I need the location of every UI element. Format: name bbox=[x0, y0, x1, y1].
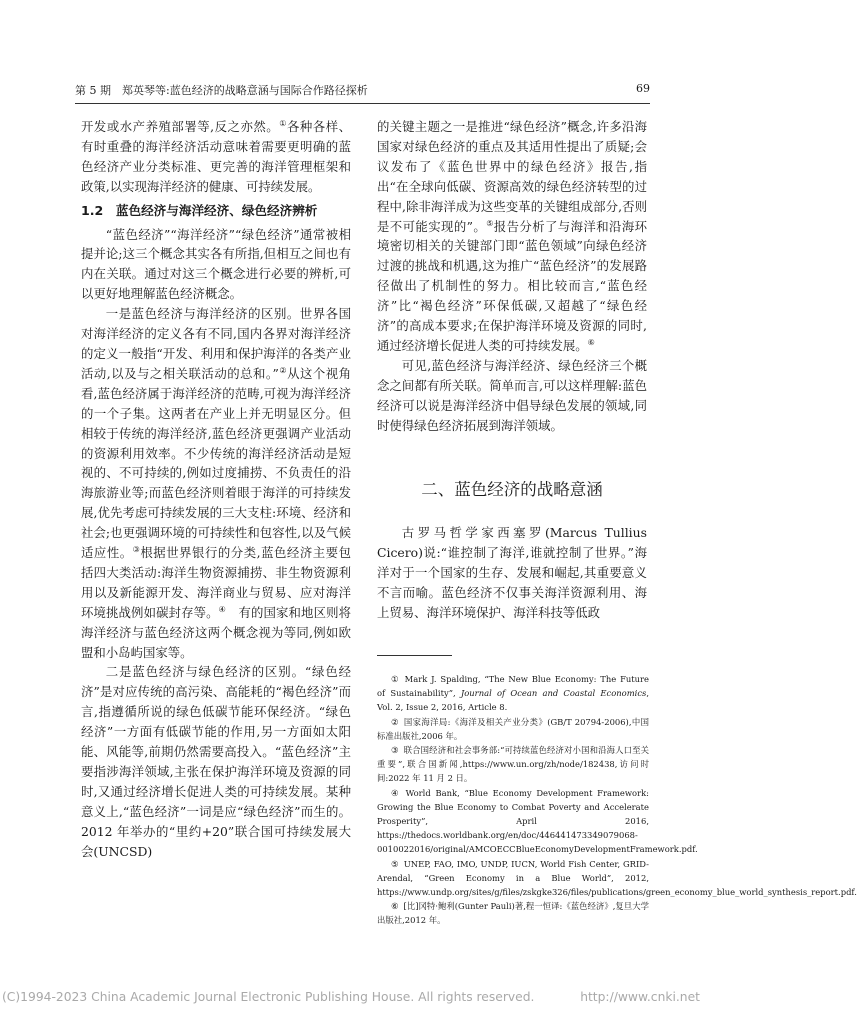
text-run: 从这个视角看,蓝色经济属于海洋经济的范畴,可视为海洋经济的一个子集。这两者在产业上并无明显区分。但相较于传统的海洋经济,蓝色经济更强调产业活动的资源利用效率。不少传统的海洋经济活动是短视的、不可持续的,例如过度捕捞、不负责任的沿海旅游业等;而蓝色经济则着眼于海洋的可持续发展,优先考虑可持续发展的三大支柱:环境、经济和社会;也更强调环境的可持续性和包容性,以及气候适应性。 bbox=[81, 365, 352, 561]
running-header-title: 第 5 期 郑英琴等:蓝色经济的战略意涵与国际合作路径探析 bbox=[75, 84, 368, 97]
text-run: 各种各样、有时重叠的海洋经济活动意味着需要更明确的蓝色经济产业分类标准、更完善的海洋管理框架和政策,以实现海洋经济的健康、可持续发展。 bbox=[81, 119, 351, 194]
text-run: 开发或水产养殖部署等,反之亦然。 bbox=[81, 119, 280, 134]
footnote-ref[interactable]: ④ bbox=[218, 604, 226, 614]
footnote bbox=[377, 899, 649, 927]
paragraph: 古罗马哲学家西塞罗(Marcus Tullius Cicero)说:“谁控制了海洋,谁就控制了世界。”海洋对于一个国家的生存、发展和崛起,其重要意义不言而喻。蓝色经济不仅事关海洋资源利用、海上贸易、海洋环境保护、海洋科技等低政 bbox=[377, 525, 647, 621]
footnote-number: ⑤ bbox=[391, 858, 399, 869]
right-column bbox=[377, 117, 647, 623]
footnote bbox=[377, 743, 649, 786]
footnote-ref[interactable]: ② bbox=[278, 365, 288, 375]
footnote-text: 联合国经济和社会事务部:“可持续蓝色经济对小国和沿海人口至关重要”,联合国新闻,https://www.un.org/zh/node/182438,访问时间:2022 年 11 月 2 日。 bbox=[377, 745, 649, 784]
footnote-ref[interactable]: ⑤ bbox=[486, 218, 494, 228]
left-column bbox=[81, 117, 351, 862]
text-run: 一是蓝色经济与海洋经济的区别。世界各国对海洋经济的定义各有不同,国内各界对海洋经济的定义一般指“开发、利用和保护海洋的各类产业活动,以及与之相关联活动的总和。” bbox=[81, 306, 351, 381]
footnotes bbox=[377, 672, 857, 928]
paragraph: 二是蓝色经济与绿色经济的区别。“绿色经济”是对应传统的高污染、高能耗的“褐色经济”而言,指遵循所说的绿色低碳节能环保经济。“绿色经济”一方面有低碳节能的作用,另一方面如太阳能、风能等,前期仍然需要高投入。“蓝色经济”主要指涉海洋领域,主张在保护海洋环境及资源的同时,又通过经济增长促进人类的可持续发展。某种意义上,“蓝色经济”一词是应“绿色经济”而生的。2012 年举办的“里约+20”联合国可持续发展大会(UNCSD) bbox=[81, 664, 351, 859]
paragraph bbox=[81, 304, 351, 662]
footnote-text: , Vol. 2, Issue 2, 2016, Article 8. bbox=[377, 688, 649, 713]
copyright-watermark bbox=[2, 990, 722, 1004]
paragraph: 可见,蓝色经济与海洋经济、绿色经济三个概念之间都有所关联。简单而言,可以这样理解:蓝色经济可以说是海洋经济中倡导绿色发展的领域,同时使得绿色经济拓展到海洋领域。 bbox=[377, 357, 647, 433]
page-number: 69 bbox=[636, 82, 650, 95]
footnote-text: World Bank, “Blue Economy Development Framework: Growing the Blue Economy to Combat Poverty and Accelerate Prosperity”, April 2016, https://thedocs.worldbank.org/en/doc/446441473349079068-0010022016/original/AMCOECCBlueEconomyDevelopmentFramework.pdf. bbox=[377, 787, 698, 855]
footnote-ref[interactable]: ① bbox=[279, 118, 287, 128]
footnote-number: ② bbox=[391, 716, 399, 727]
footnote-ref[interactable]: ⑥ bbox=[587, 337, 595, 347]
footnote-number: ③ bbox=[391, 745, 399, 756]
footnote-number: ④ bbox=[391, 787, 401, 798]
footnote-text: [比]冈特·鲍利(Gunter Pauli)著,程一恒译:《蓝色经济》,复旦大学出版社,2012 年。 bbox=[377, 901, 649, 926]
footnote bbox=[377, 715, 649, 743]
footnote-number: ⑥ bbox=[391, 901, 399, 912]
text-run: 报告分析了与海洋和沿海环境密切相关的关键部门即“蓝色领域”向绿色经济过渡的挑战和机遇,这为推广“蓝色经济”的发展路径做出了机制性的努力。相比较而言,“蓝色经济”比“褐色经济”环保低碳,又超越了“绿色经济”的高成本要求;在保护海洋环境及资源的同时,通过经济增长促进人类的可持续发展。 bbox=[377, 218, 648, 353]
chapter-heading: 二、蓝色经济的战略意涵 bbox=[421, 479, 603, 499]
journal-title: Journal of Ocean and Coastal Economics bbox=[460, 688, 647, 699]
paragraph bbox=[377, 117, 647, 356]
running-header bbox=[75, 82, 650, 100]
footnote bbox=[377, 857, 857, 900]
footnote-text: UNEP, FAO, IMO, UNDP, IUCN, World Fish Center, GRID-Arendal, “Green Economy in a Blue World”, 2012, https://www.undp.org/sites/g/files/zskgke326/files/publications/green_economy_blue_world_synthesis_report.pdf. bbox=[377, 858, 857, 898]
text-run: 的关键主题之一是推进“绿色经济”概念,许多沿海国家对绿色经济的重点及其适用性提出了质疑;会议发布了《蓝色世界中的绿色经济》报告,指出“在全球向低碳、资源高效的绿色经济转型的过程中,除非海洋成为这些变革的关键组成部分,否则是不可能实现的”。 bbox=[377, 119, 647, 234]
text-run: 根据世界银行的分类,蓝色经济主要包括四大类活动:海洋生物资源捕捞、非生物资源利用以及新能源开发、海洋商业与贸易、应对海洋环境挑战例如碳封存等。 bbox=[81, 545, 351, 620]
paragraph bbox=[81, 117, 351, 197]
header-rule bbox=[75, 103, 650, 104]
footnote-text: 国家海洋局:《海洋及相关产业分类》(GB/T 20794-2006),中国标准出版社,2006 年。 bbox=[377, 716, 649, 741]
footnote-text: Mark J. Spalding, “The New Blue Economy: The Future of Sustainability”, bbox=[377, 674, 649, 699]
site-url: http://www.cnki.net bbox=[580, 990, 700, 1004]
copyright-text: (C)1994-2023 China Academic Journal Electronic Publishing House. All rights reserved. bbox=[2, 990, 535, 1004]
footnote-rule bbox=[377, 655, 452, 656]
footnote-ref[interactable]: ③ bbox=[132, 544, 141, 554]
footnote bbox=[377, 672, 649, 715]
text-run: 有的国家和地区则将海洋经济与蓝色经济这两个概念视为等同,例如欧盟和小岛屿国家等。 bbox=[81, 604, 351, 660]
footnote-number: ① bbox=[391, 674, 400, 684]
footnote bbox=[377, 786, 698, 857]
paragraph: “蓝色经济”“海洋经济”“绿色经济”通常被相提并论;这三个概念其实各有所指,但相互之间也有内在关联。通过对这三个概念进行必要的辨析,可以更好地理解蓝色经济概念。 bbox=[81, 226, 351, 302]
section-heading: 1.2 蓝色经济与海洋经济、绿色经济辨析 bbox=[81, 202, 318, 218]
